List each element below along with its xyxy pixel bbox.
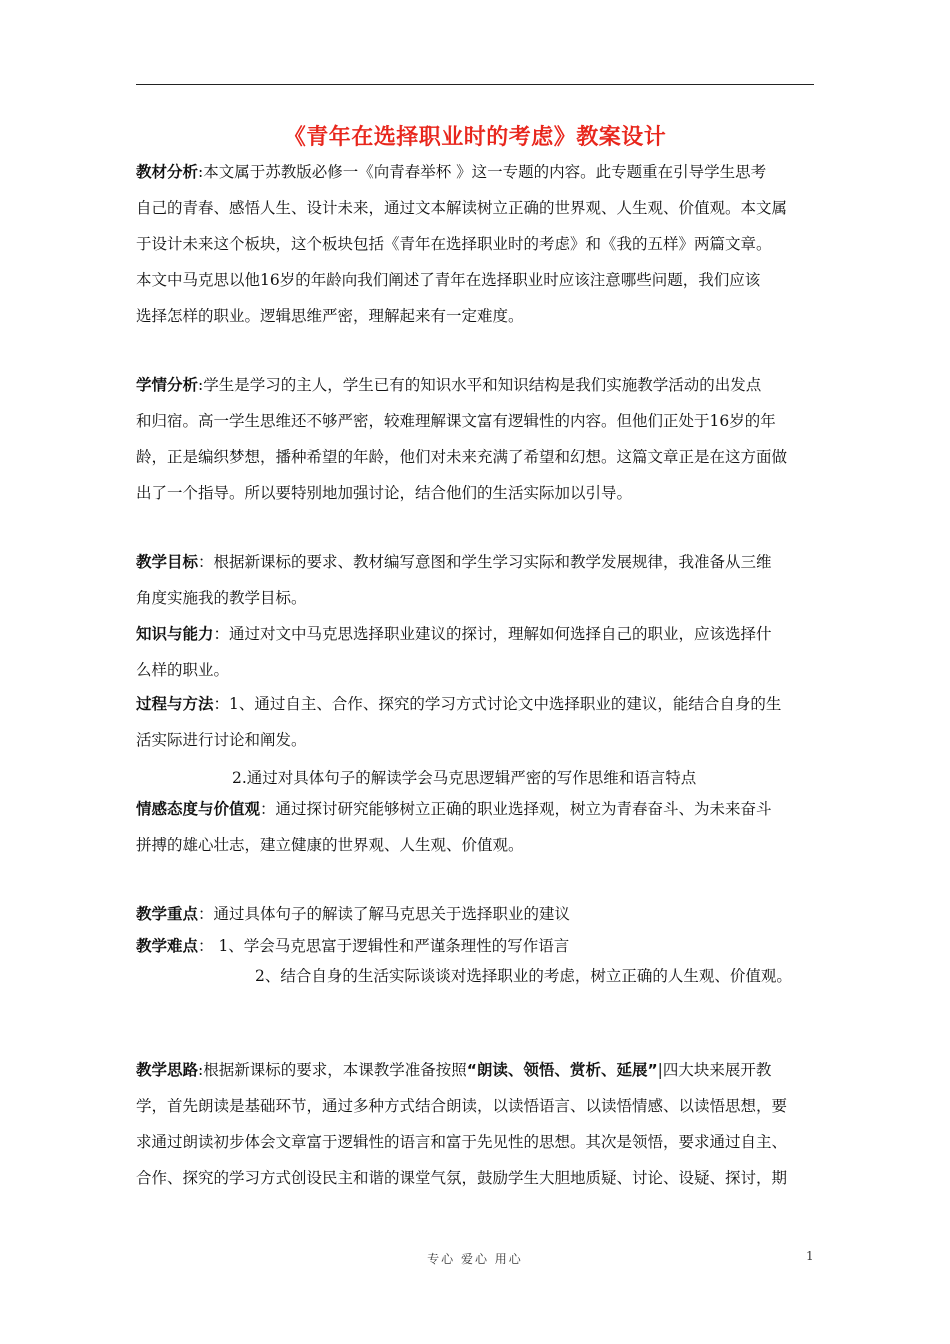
section-guocheng — [136, 686, 816, 758]
paragraph-line: 龄，正是编织梦想，播种希望的年龄，他们对未来充满了希望和幻想。这篇文章正是在这方面做 — [136, 448, 788, 466]
paragraph-line: 活实际进行讨论和阐发。 — [136, 731, 307, 749]
section-jiaocai — [136, 154, 816, 334]
paragraph-line: 角度实施我的教学目标。 — [136, 589, 307, 607]
paragraph-line: 本文中马克思以他16岁的年龄向我们阐述了青年在选择职业时应该注意哪些问题，我们应该 — [136, 271, 761, 289]
page-footer: 专心 爱心 用心 — [427, 1252, 523, 1266]
paragraph-line: 么样的职业。 — [136, 661, 230, 679]
section-label: 知识与能力 — [136, 625, 214, 643]
paragraph-line: 拼搏的雄心壮志，建立健康的世界观、人生观、价值观。 — [136, 836, 524, 854]
paragraph-line: 求通过朗读初步体会文章富于逻辑性的语言和富于先见性的思想。其次是领悟，要求通过自主、 — [136, 1133, 788, 1151]
guocheng-item-2: 2.通过对具体句子的解读学会马克思逻辑严密的写作思维和语言特点 — [232, 769, 697, 787]
section-label: 教学难点 — [136, 937, 199, 955]
nandian-item-2 — [255, 964, 792, 986]
section-silu — [136, 1052, 816, 1196]
section-label: 情感态度与价值观 — [136, 800, 261, 818]
paragraph-line: ：通过对文中马克思选择职业建议的探讨，理解如何选择自己的职业，应该选择什 — [213, 625, 772, 643]
section-zhishi — [136, 616, 816, 688]
section-nandian — [136, 928, 816, 964]
paragraph-line: ：通过探讨研究能够树立正确的职业选择观，树立为青春奋斗、为未来奋斗 — [260, 800, 772, 818]
paragraph-line: 于设计未来这个板块，这个板块包括《青年在选择职业时的考虑》和《我的五样》两篇文章。 — [136, 235, 772, 253]
section-zhongdian — [136, 896, 816, 932]
document-title: 《青年在选择职业时的考虑》教案设计 — [283, 125, 667, 150]
paragraph-line: ： 1、学会马克思富于逻辑性和严谨条理性的写作语言 — [198, 937, 570, 955]
paragraph-line: 和归宿。高一学生思维还不够严密，较难理解课文富有逻辑性的内容。但他们正处于16岁的年 — [136, 412, 776, 430]
page-number: 1 — [806, 1249, 814, 1263]
emphasis-text: “朗读、领悟、赏析、延展” — [466, 1061, 658, 1079]
paragraph-line: 自己的青春、感悟人生、设计未来，通过文本解读树立正确的世界观、人生观、价值观。本文属 — [136, 199, 788, 217]
section-label: 教学思路 — [136, 1061, 199, 1079]
section-label: 教学目标 — [136, 553, 199, 571]
header-rule — [136, 84, 814, 85]
section-label: 过程与方法 — [136, 695, 214, 713]
paragraph-line: :本文属于苏教版必修一《向青春举杯 》这一专题的内容。此专题重在引导学生思考 — [198, 163, 767, 181]
paragraph-line: ：根据新课标的要求、教材编写意图和学生学习实际和教学发展规律，我准备从三维 — [198, 553, 772, 571]
paragraph-line: ：1、通过自主、合作、探究的学习方式讨论文中选择职业的建议，能结合自身的生 — [213, 695, 782, 713]
paragraph-line: 学，首先朗读是基础环节，通过多种方式结合朗读，以读悟语言、以读悟情感、以读悟思想，要 — [136, 1097, 788, 1115]
section-xueqing — [136, 367, 816, 511]
paragraph-line: 选择怎样的职业。逻辑思维严密，理解起来有一定难度。 — [136, 307, 524, 325]
paragraph-line: 合作、探究的学习方式创设民主和谐的课堂气氛，鼓励学生大胆地质疑、讨论、设疑、探讨，期 — [136, 1169, 788, 1187]
section-qinggan — [136, 791, 816, 863]
paragraph-line: 出了一个指导。所以要特别地加强讨论，结合他们的生活实际加以引导。 — [136, 484, 633, 502]
paragraph-line: :学生是学习的主人，学生已有的知识水平和知识结构是我们实施教学活动的出发点 — [198, 376, 762, 394]
section-label: 教材分析 — [136, 163, 199, 181]
paragraph-line: |四大块来展开教 — [657, 1061, 772, 1079]
paragraph-line: ：通过具体句子的解读了解马克思关于选择职业的建议 — [198, 905, 571, 923]
section-mubiao — [136, 544, 816, 616]
section-label: 学情分析 — [136, 376, 199, 394]
section-label: 教学重点 — [136, 905, 199, 923]
nandian-item-2-text: 2、结合自身的生活实际谈谈对选择职业的考虑，树立正确的人生观、价值观。 — [255, 967, 792, 985]
paragraph-line: :根据新课标的要求，本课教学准备按照 — [198, 1061, 467, 1079]
